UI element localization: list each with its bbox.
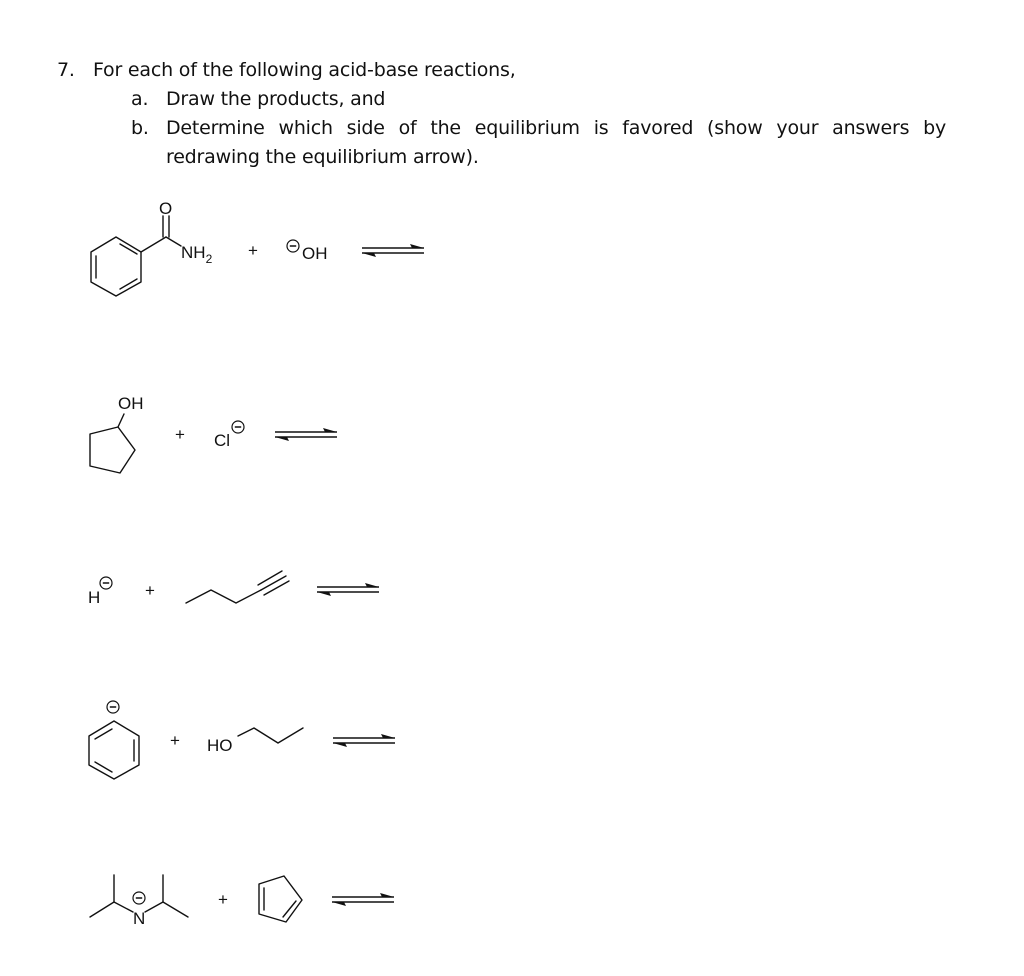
equilibrium-arrow-3[interactable] (317, 583, 379, 596)
reaction-1 (91, 216, 181, 296)
negative-charge-icon (107, 701, 119, 713)
cyclopentanol-structure (90, 414, 135, 473)
benzamide-structure (91, 216, 181, 296)
hydroxide-label: OH (302, 244, 328, 263)
cyclopentadiene-structure (259, 876, 302, 922)
part-a-text: Draw the products, and (166, 88, 386, 110)
equilibrium-arrow-5[interactable] (332, 893, 394, 906)
part-a-label: a. (131, 88, 149, 110)
part-b-continuation: redrawing the equilibrium arrow). (166, 146, 479, 168)
negative-charge-icon (133, 892, 145, 904)
pentyne-structure (186, 571, 289, 603)
equilibrium-arrow-4[interactable] (333, 734, 395, 747)
plus-sign-4: + (170, 731, 180, 750)
carbonyl-oxygen-label: O (159, 199, 173, 218)
part-b-label: b. (131, 117, 149, 139)
plus-sign-5: + (218, 890, 228, 909)
propanol-structure (238, 728, 303, 743)
plus-sign-1: + (248, 241, 258, 260)
negative-charge-icon (100, 577, 112, 589)
question-number: 7. (57, 59, 75, 81)
negative-charge-icon (287, 240, 299, 252)
negative-charge-icon (232, 421, 244, 433)
amide-nitrogen-label: N (133, 909, 146, 928)
chloride-label: Cl (214, 431, 231, 450)
hydroxyl-label: OH (118, 394, 144, 413)
phenyl-anion-structure (89, 721, 139, 779)
amine-label: $NH_2$ (181, 243, 213, 266)
hydride-label: H (88, 588, 101, 607)
plus-sign-2: + (175, 425, 185, 444)
part-b-text: Determine which side of the equilibrium is favored (show your answers by (166, 117, 946, 139)
equilibrium-arrow-1[interactable] (362, 244, 424, 257)
question-prompt: For each of the following acid-base reactions, (93, 59, 516, 81)
propanol-hydroxyl-label: HO (207, 736, 233, 755)
plus-sign-3: + (145, 581, 155, 600)
equilibrium-arrow-2[interactable] (275, 428, 337, 441)
